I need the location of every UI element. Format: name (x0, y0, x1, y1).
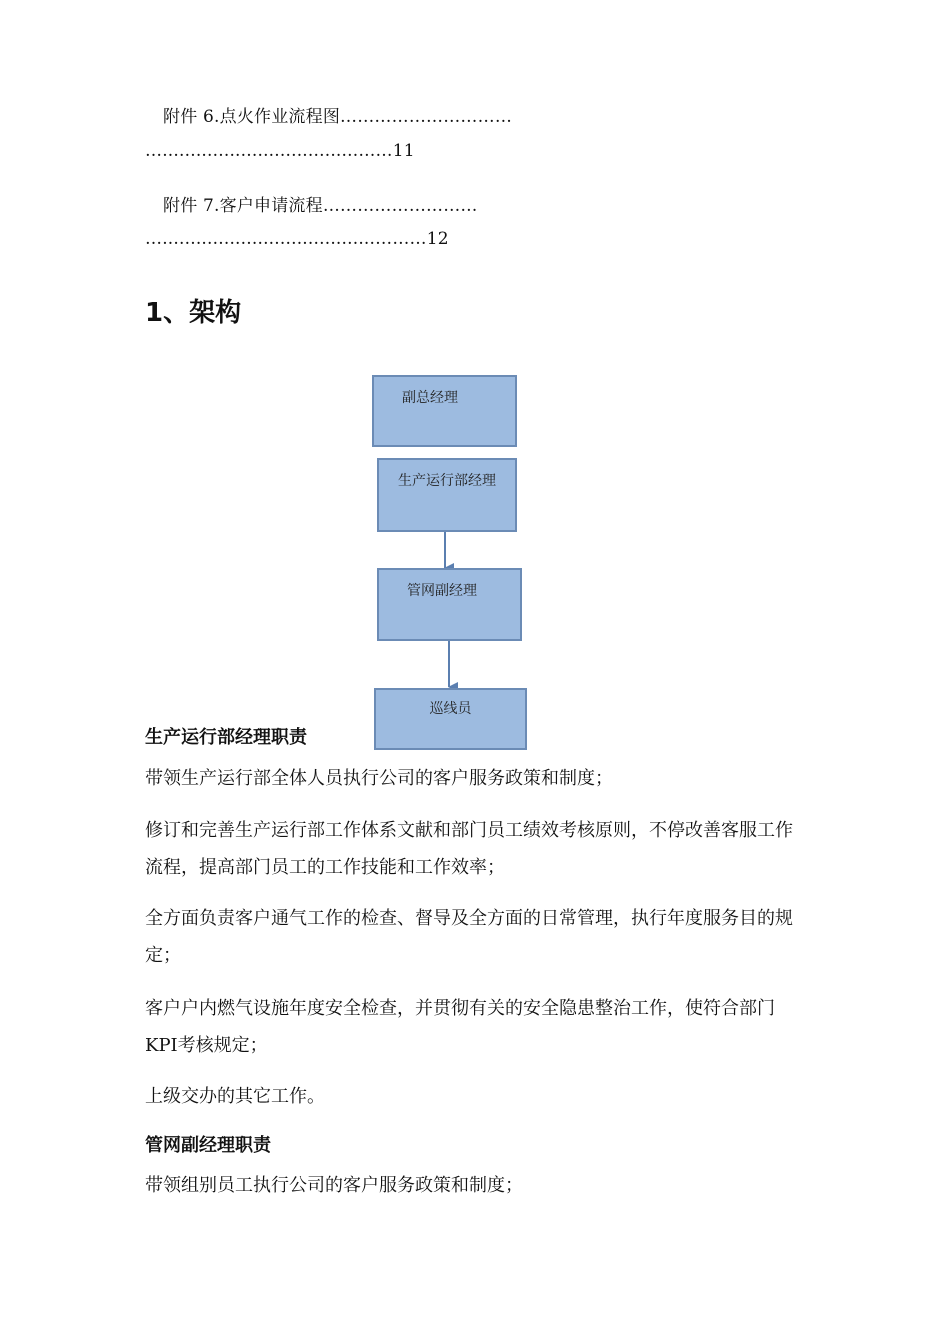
duty-item: 上级交办的其它工作。 (145, 1086, 325, 1107)
org-node-label: 管网副经理 (407, 583, 477, 599)
toc-entry-7-page: …......................................………12 (145, 229, 449, 249)
duty-item: 全方面负责客户通气工作的检查、督导及全方面的日常管理，执行年度服务目的规定； (145, 908, 793, 966)
production-manager-duties-heading: 生产运行部经理职责 (145, 727, 307, 748)
section-title: 1、架构 (145, 298, 242, 328)
org-node-network-manager (377, 568, 522, 641)
network-manager-duties-heading: 管网副经理职责 (145, 1135, 271, 1156)
org-node-deputy-gm (372, 375, 517, 447)
org-node-label: 生产运行部经理 (398, 473, 496, 489)
toc-entry-6[interactable]: 附件 6.点火作业流程图………………………… (163, 107, 513, 127)
toc-entry-6-page: …...................................……11 (145, 141, 415, 161)
duty-item: 带领组别员工执行公司的客户服务政策和制度； (145, 1175, 523, 1196)
org-node-label: 巡线员 (429, 701, 472, 717)
toc-entry-7[interactable]: 附件 7.客户申请流程……………………… (163, 196, 478, 216)
org-node-production-manager (377, 458, 517, 532)
duty-item: 带领生产运行部全体人员执行公司的客户服务政策和制度； (145, 768, 613, 789)
duty-item: 修订和完善生产运行部工作体系文献和部门员工绩效考核原则，不停改善客服工作流程，提高部门员工的工作技能和工作效率； (145, 820, 793, 878)
duty-item: 客户户内燃气设施年度安全检查，并贯彻有关的安全隐患整治工作，使符合部门KPI考核规定； (145, 998, 775, 1056)
org-node-patrol-staff (374, 688, 527, 750)
org-node-label: 副总经理 (402, 390, 458, 406)
